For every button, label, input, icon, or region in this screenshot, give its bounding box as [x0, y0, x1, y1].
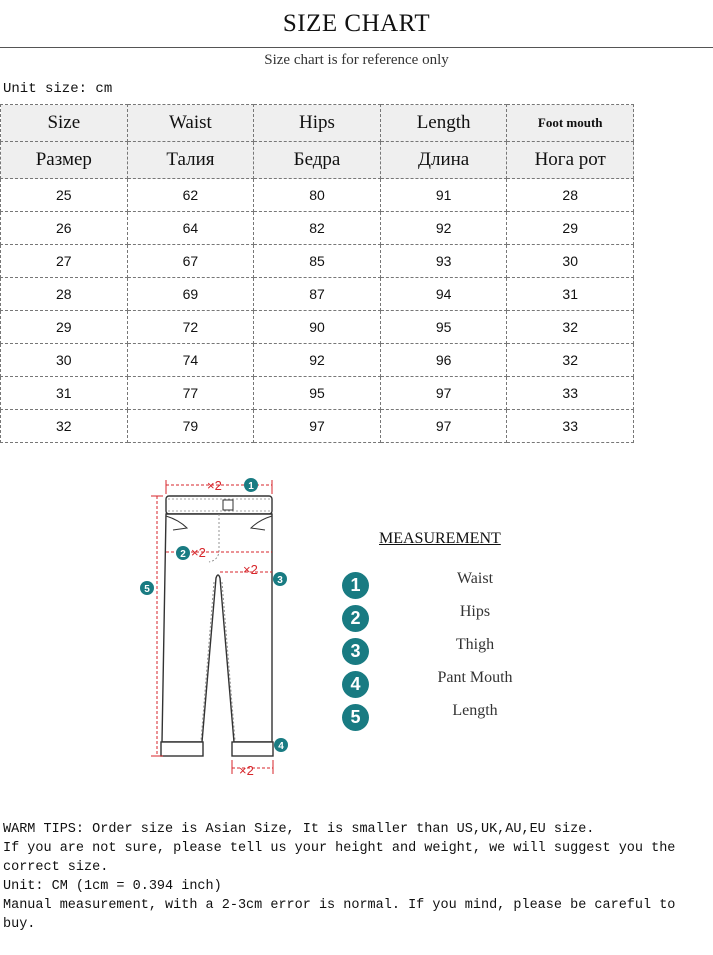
header-foot-mouth-ru: Нога рот [507, 142, 634, 179]
table-cell: 92 [380, 212, 507, 245]
pants-outline [161, 496, 273, 756]
table-cell: 97 [254, 410, 381, 443]
table-cell: 80 [254, 179, 381, 212]
measurement-item [340, 568, 560, 601]
table-cell: 67 [127, 245, 254, 278]
measurement-title: MEASUREMENT [379, 530, 501, 547]
measurement-item [340, 634, 560, 667]
table-cell: 85 [254, 245, 381, 278]
table-cell: 69 [127, 278, 254, 311]
badge-3: 3 [277, 575, 283, 586]
title-divider [0, 47, 713, 48]
badge-1: 1 [248, 481, 254, 492]
page-subtitle: Size chart is for reference only [264, 52, 449, 68]
badge-2: 2 [180, 549, 186, 560]
table-row [1, 377, 634, 410]
table-row [1, 245, 634, 278]
measurement-item [340, 601, 560, 634]
table-cell: 29 [1, 311, 128, 344]
table-cell: 33 [507, 410, 634, 443]
table-cell: 32 [507, 311, 634, 344]
table-cell: 62 [127, 179, 254, 212]
table-cell: 93 [380, 245, 507, 278]
table-cell: 29 [507, 212, 634, 245]
table-cell: 28 [507, 179, 634, 212]
measurement-item [340, 700, 560, 733]
table-cell: 32 [507, 344, 634, 377]
header-hips-ru: Бедра [254, 142, 381, 179]
table-cell: 95 [380, 311, 507, 344]
header-size: Size [1, 105, 128, 142]
measurement-number-badge: 1 [342, 572, 369, 599]
table-row [1, 278, 634, 311]
header-size-ru: Размер [1, 142, 128, 179]
measurement-number-badge: 4 [342, 671, 369, 698]
tip-line: WARM TIPS: Order size is Asian Size, It is smaller than US,UK,AU,EU size. [3, 822, 595, 837]
header-length: Length [380, 105, 507, 142]
header-waist: Waist [127, 105, 254, 142]
measurement-number-badge: 5 [342, 704, 369, 731]
header-length-ru: Длина [380, 142, 507, 179]
tip-line: Manual measurement, with a 2-3cm error is normal. If you mind, please be careful to buy. [3, 898, 676, 932]
table-cell: 94 [380, 278, 507, 311]
table-cell: 31 [1, 377, 128, 410]
table-cell: 96 [380, 344, 507, 377]
size-table-body [1, 179, 634, 443]
table-cell: 90 [254, 311, 381, 344]
page-title: SIZE CHART [282, 10, 431, 37]
measurement-list [340, 568, 560, 733]
table-cell: 77 [127, 377, 254, 410]
tip-line: Unit: CM (1cm = 0.394 inch) [3, 879, 222, 894]
table-cell: 92 [254, 344, 381, 377]
unit-note: Unit size: cm [3, 81, 113, 97]
table-row [1, 212, 634, 245]
table-cell: 64 [127, 212, 254, 245]
table-cell: 28 [1, 278, 128, 311]
badge-5: 5 [144, 584, 150, 595]
table-cell: 91 [380, 179, 507, 212]
table-cell: 32 [1, 410, 128, 443]
measurement-label: Waist [456, 570, 494, 587]
table-cell: 33 [507, 377, 634, 410]
table-row [1, 344, 634, 377]
measurement-number-badge: 2 [342, 605, 369, 632]
table-cell: 26 [1, 212, 128, 245]
mark-waist: ×2 [207, 478, 222, 493]
header-foot-mouth: Foot mouth [507, 105, 634, 142]
table-cell: 30 [507, 245, 634, 278]
measurement-item [340, 667, 560, 700]
measurement-label: Hips [459, 603, 491, 620]
badge-4: 4 [278, 741, 284, 752]
mark-thigh: ×2 [243, 562, 258, 577]
header-row-russian [1, 142, 634, 179]
table-row [1, 179, 634, 212]
table-cell: 82 [254, 212, 381, 245]
header-hips: Hips [254, 105, 381, 142]
measurement-label: Pant Mouth [437, 669, 513, 686]
table-cell: 79 [127, 410, 254, 443]
mark-mouth: ×2 [239, 763, 254, 778]
tip-line: If you are not sure, please tell us your height and weight, we will suggest you the correct size. [3, 841, 676, 875]
table-cell: 72 [127, 311, 254, 344]
table-cell: 27 [1, 245, 128, 278]
measurement-label: Thigh [455, 636, 495, 653]
size-table [0, 104, 634, 443]
table-cell: 25 [1, 179, 128, 212]
measurement-label: Length [452, 702, 498, 719]
header-waist-ru: Талия [127, 142, 254, 179]
table-cell: 30 [1, 344, 128, 377]
pants-diagram [135, 470, 305, 785]
table-cell: 87 [254, 278, 381, 311]
table-cell: 74 [127, 344, 254, 377]
table-row [1, 410, 634, 443]
header-row-english [1, 105, 634, 142]
mark-hips: ×2 [191, 545, 206, 560]
table-cell: 31 [507, 278, 634, 311]
measurement-number-badge: 3 [342, 638, 369, 665]
table-cell: 95 [254, 377, 381, 410]
warm-tips [3, 820, 711, 934]
table-cell: 97 [380, 377, 507, 410]
table-row [1, 311, 634, 344]
table-cell: 97 [380, 410, 507, 443]
